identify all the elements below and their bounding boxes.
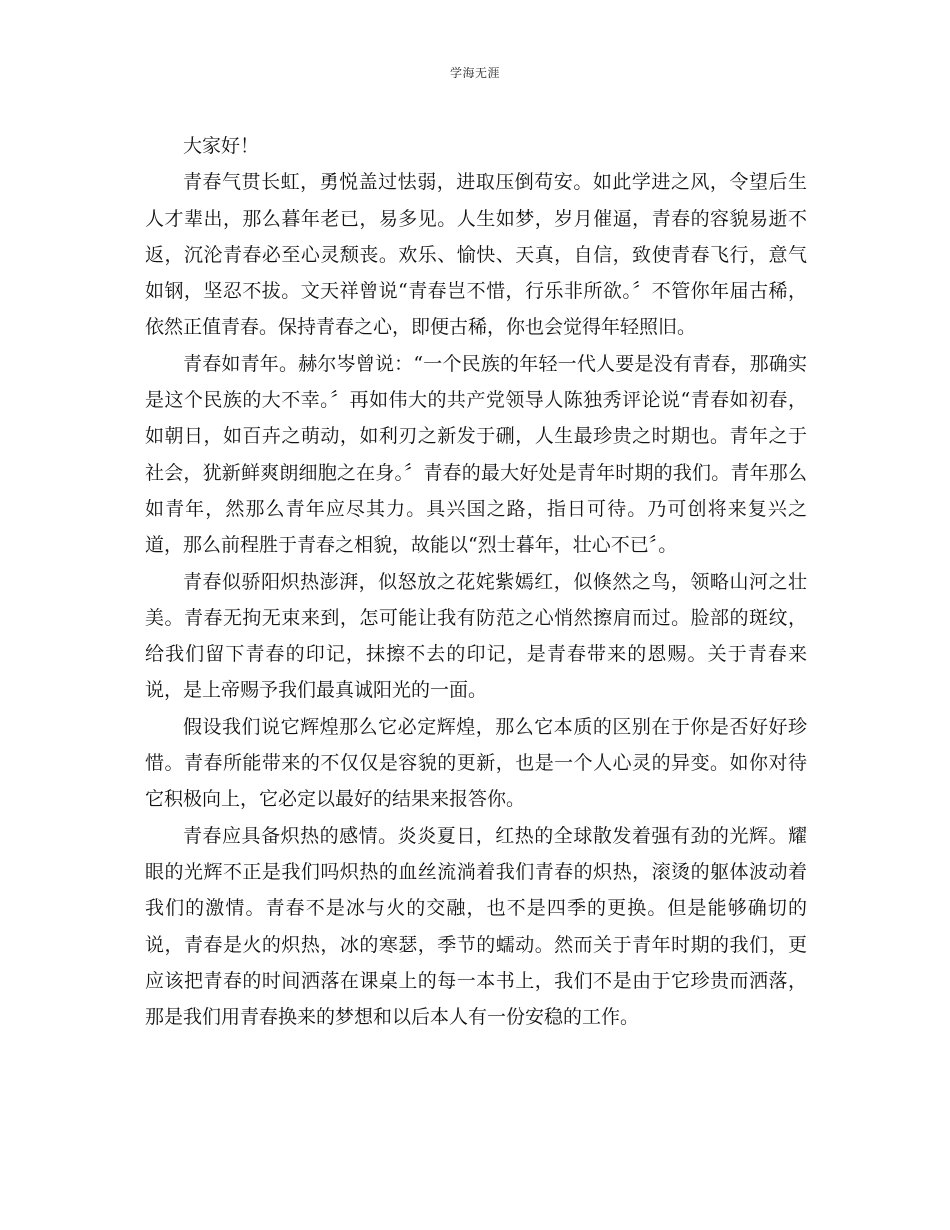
paragraph-3: 青春似骄阳炽热澎湃，似怒放之花姹紫嫣红，似倏然之鸟，领略山河之壮美。青春无拘无束来到，怎可能让我有防范之心悄然擦肩而过。脸部的斑纹，给我们留下青春的印记，抹擦不去的印记，是青春带来的恩赐。关于青春来说，是上帝赐予我们最真诚阳光的一面。: [145, 570, 807, 702]
paragraph-4: 假设我们说它辉煌那么它必定辉煌，那么它本质的区别在于你是否好好珍惜。青春所能带来的不仅仅是容貌的更新，也是一个人心灵的异变。如你对待它积极向上，它必定以最好的结果来报答你。: [145, 715, 807, 811]
greeting: 大家好！: [183, 135, 260, 157]
document-body: [145, 128, 807, 1035]
paragraph-5: 青春应具备炽热的感情。炎炎夏日，红热的全球散发着强有劲的光辉。耀眼的光辉不正是我们吗炽热的血丝流淌着我们青春的炽热，滚烫的躯体波动着我们的激情。青春不是冰与火的交融，也不是四季的更换。但是能够确切的说，青春是火的炽热，冰的寒瑟，季节的蠕动。然而关于青年时期的我们，更应该把青春的时间洒落在课桌上的每一本书上，我们不是由于它珍贵而洒落，那是我们用青春换来的梦想和以后本人有一份安稳的工作。: [145, 824, 807, 1029]
paragraph-1: 青春气贯长虹，勇悦盖过怯弱，进取压倒苟安。如此学进之风，令望后生人才辈出，那么暮年老已，易多见。人生如梦，岁月催逼，青春的容貌易逝不返，沉沦青春必至心灵颓丧。欢乐、愉快、天真，自信，致使青春飞行，意气如钢，坚忍不拔。文天祥曾说“青春岂不惜，行乐非所欲。〞不管你年届古稀，依然正值青春。保持青春之心，即便古稀，你也会觉得年轻照旧。: [145, 171, 807, 339]
paragraph-2: 青春如青年。赫尔岑曾说：“一个民族的年轻一代人要是没有青春，那确实是这个民族的大不幸。〞再如伟大的共产党领导人陈独秀评论说“青春如初春，如朝日，如百卉之萌动，如利刃之新发于硎，人生最珍贵之时期也。青年之于社会，犹新鲜爽朗细胞之在身。〞青春的最大好处是青年时期的我们。青年那么如青年，然那么青年应尽其力。具兴国之路，指日可待。乃可创将来复兴之道，那么前程胜于青春之相貌，故能以“烈士暮年，壮心不已〞。: [145, 352, 807, 557]
page-header: 学海无涯: [449, 66, 500, 80]
